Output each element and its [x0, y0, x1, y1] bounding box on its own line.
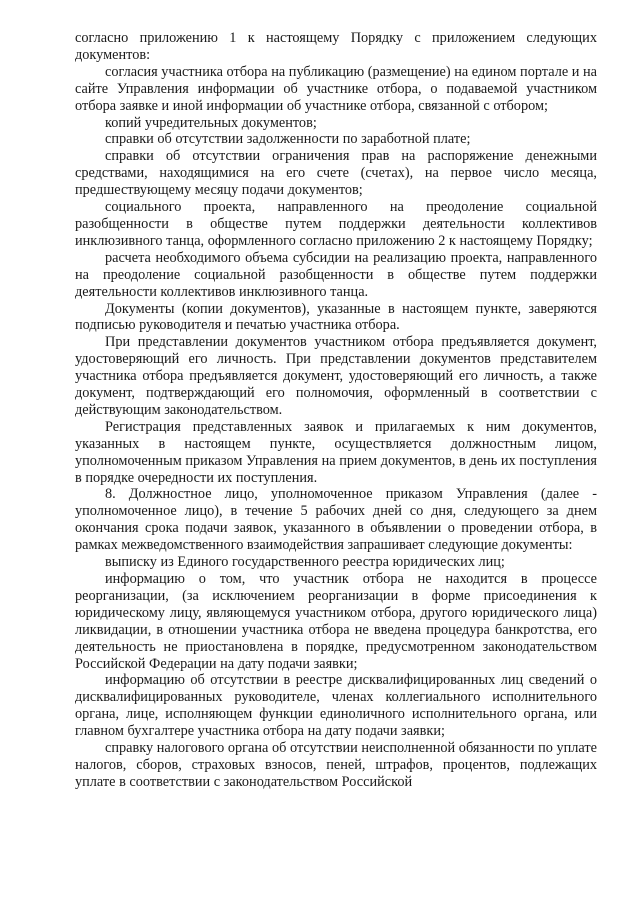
paragraph-registration: Регистрация представленных заявок и прилагаемых к ним документов, указанных в настоящем пункте, осуществляется должностным лицом, уполномоченным приказом Управления на прием документов, в день их поступления в порядке очередности их поступления.	[75, 418, 597, 486]
paragraph-tax-certificate: справку налогового органа об отсутствии неисполненной обязанности по уплате налогов, сборов, страховых взносов, пеней, штрафов, процентов, подлежащих уплате в соответствии с законодательством Российской	[75, 740, 597, 790]
paragraph-identity-presentation: При представлении документов участником отбора предъявляется документ, удостоверяющий его личность. При представлении документов представителем участника отбора предъявляется документ, удостоверяющий его личность, а также документ, подтверждающий его полномочия, оформленный в соответствии с действующим законодательством.	[75, 334, 597, 418]
paragraph-social-project: социального проекта, направленного на преодоление социальной разобщенности в обществе путем поддержки деятельности коллективов инклюзивного танца, оформленного согласно приложению 2 к настоящему Порядку;	[75, 199, 597, 249]
paragraph-registry-extract: выписку из Единого государственного реестра юридических лиц;	[105, 554, 505, 571]
paragraph-subsidy-calculation: расчета необходимого объема субсидии на реализацию проекта, направленного на преодоление социальной разобщенности в обществе путем поддержки деятельности коллективов инклюзивного танца.	[75, 249, 597, 300]
document-page	[75, 30, 597, 791]
paragraph-document-certification: Документы (копии документов), указанные в настоящем пункте, заверяются подписью руководителя и печатью участника отбора.	[75, 300, 597, 334]
paragraph-salary-debt-certificate: справки об отсутствии задолженности по заработной плате;	[105, 131, 471, 148]
paragraph-section-8: 8. Должностное лицо, уполномоченное приказом Управления (далее - уполномоченное лицо), в течение 5 рабочих дней со дня, следующего за днем окончания срока подачи заявок, указанного в объявлении о проведении отбора, в рамках межведомственного взаимодействия запрашивает следующие документы:	[75, 486, 597, 554]
paragraph-documents-intro: согласно приложению 1 к настоящему Порядку с приложением следующих документов:	[75, 30, 597, 63]
paragraph-reorganization-info: информацию о том, что участник отбора не находится в процессе реорганизации, (за исключением реорганизации в форме присоединения к юридическому лицу, являющемуся участником отбора, другого юридического лица) ликвидации, в отношении участника отбора не введена процедура банкротства, его деятельность не приостановлена в порядке, предусмотренном законодательством Российской Федерации на дату подачи заявки;	[75, 571, 597, 672]
paragraph-disqualified-persons: информацию об отсутствии в реестре дисквалифицированных лиц сведений о дисквалифицированных руководителе, членах коллегиального исполнительного органа, лице, исполняющем функции единоличного исполнительного органа, или главном бухгалтере участника отбора на дату подачи заявки;	[75, 672, 597, 740]
paragraph-account-restriction-certificate: справки об отсутствии ограничения прав на распоряжение денежными средствами, находящимися на его счете (счетах), на первое число месяца, предшествующему месяцу подачи документов;	[75, 148, 597, 199]
paragraph-founding-documents: копий учредительных документов;	[105, 114, 317, 131]
paragraph-consent-publication: согласия участника отбора на публикацию (размещение) на едином портале и на сайте Управления информации об участнике отбора, о подаваемой участником отбора заявке и иной информации об участнике отбора, связанной с отбором;	[75, 63, 597, 114]
